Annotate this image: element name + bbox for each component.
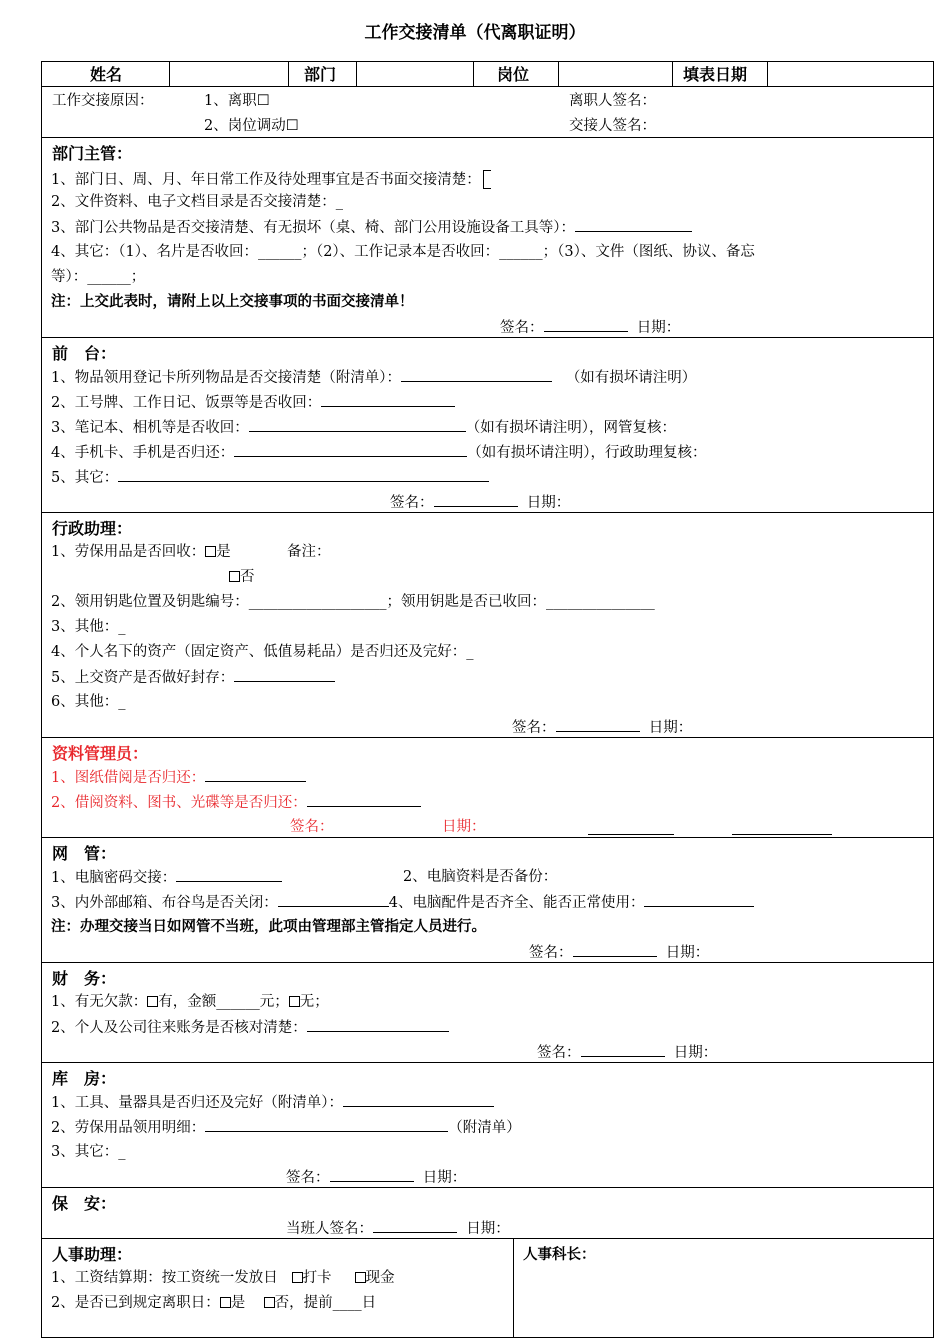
security-sign-label: 当班人签名： <box>286 1221 373 1237</box>
hr-item-1-text: 1、工资结算期：按工资统一发放日 <box>51 1270 278 1286</box>
position-field[interactable] <box>559 62 671 86</box>
hr-no-checkbox[interactable] <box>264 1297 275 1308</box>
admin-sign-blank[interactable] <box>556 720 640 732</box>
network-admin-title: 网 管： <box>52 844 117 863</box>
finance-section <box>42 963 933 1063</box>
admin-no-label: 否 <box>240 569 255 585</box>
front-desk-signature <box>390 495 570 511</box>
warehouse-title: 库 房： <box>52 1069 117 1088</box>
front-desk-item-3-blank[interactable] <box>249 420 466 432</box>
hr-item-2-text: 2、是否已到规定离职日： <box>51 1295 220 1311</box>
hr-item-1 <box>51 1271 395 1286</box>
admin-item-5-text: 5、上交资产是否做好封存： <box>51 670 235 686</box>
dept-manager-title: 部门主管： <box>52 144 133 163</box>
finance-item-2 <box>51 1020 449 1036</box>
network-item-1-text: 1、电脑密码交接： <box>51 870 177 886</box>
security-date-label: 日期： <box>466 1221 510 1237</box>
dept-manager-date-label: 日期： <box>636 320 681 336</box>
admin-item-4: 4、个人名下的资产（固定资产、低值易耗品）是否归还及完好：_ <box>51 644 474 660</box>
admin-no-option <box>229 570 255 585</box>
front-desk-item-1-text: 1、物品领用登记卡所列物品是否交接清楚（附清单）： <box>51 370 401 386</box>
warehouse-item-2-note: （附清单） <box>448 1120 521 1136</box>
finance-has-debt-checkbox[interactable] <box>147 996 158 1007</box>
admin-item-5 <box>51 670 335 686</box>
librarian-item-2-text: 2、借阅资料、图书、光碟等是否归还： <box>51 795 307 811</box>
dept-manager-sign-label: 签名： <box>500 320 544 336</box>
network-admin-section <box>42 838 933 963</box>
reason-transfer-option[interactable]: 2、岗位调动☐ <box>204 118 299 134</box>
network-item-1-blank[interactable] <box>176 870 282 882</box>
handover-form <box>41 61 934 1338</box>
warehouse-section <box>42 1063 933 1188</box>
front-desk-item-2-blank[interactable] <box>321 395 455 407</box>
librarian-item-1 <box>51 770 306 786</box>
finance-item-2-text: 2、个人及公司往来账务是否核对清楚： <box>51 1020 307 1036</box>
network-item-3-text: 3、内外部邮箱、布谷鸟是否关闭： <box>51 895 278 911</box>
finance-sign-label: 签名： <box>537 1045 581 1061</box>
admin-no-checkbox[interactable] <box>229 571 240 582</box>
hr-yes-label: 是 <box>230 1295 246 1311</box>
warehouse-date-label: 日期： <box>422 1170 467 1186</box>
network-signature <box>529 945 709 961</box>
warehouse-item-3: 3、其它：_ <box>51 1144 126 1160</box>
admin-item-2: 2、领用钥匙位置及钥匙编号：___________________；领用钥匙是否已收回：_______________ <box>51 594 655 610</box>
admin-item-1 <box>51 545 231 560</box>
handover-reason-section <box>42 87 933 138</box>
admin-item-5-blank[interactable] <box>234 670 335 682</box>
librarian-item-1-text: 1、图纸借阅是否归还： <box>51 770 206 786</box>
dept-manager-item-1 <box>51 170 491 189</box>
warehouse-signature <box>286 1170 466 1186</box>
admin-item-6: 6、其他：_ <box>51 694 126 710</box>
dept-manager-item-3-blank[interactable] <box>575 220 692 232</box>
hr-yes-checkbox[interactable] <box>220 1297 231 1308</box>
admin-assistant-section <box>42 513 933 738</box>
librarian-date-blank[interactable] <box>732 834 832 835</box>
warehouse-sign-label: 签名： <box>286 1170 330 1186</box>
security-signature <box>286 1221 510 1237</box>
warehouse-sign-blank[interactable] <box>330 1170 414 1182</box>
front-desk-item-3 <box>51 420 676 436</box>
name-field[interactable] <box>170 62 287 86</box>
finance-signature <box>537 1045 717 1061</box>
dept-manager-item-3 <box>51 220 692 236</box>
network-item-3-4 <box>51 895 754 911</box>
hr-item-2 <box>51 1296 376 1311</box>
admin-remark-label: 备注： <box>287 544 331 560</box>
librarian-title: 资料管理员： <box>52 744 149 763</box>
front-desk-item-2 <box>51 395 455 411</box>
front-desk-item-2-text: 2、工号牌、工作日记、饭票等是否收回： <box>51 395 322 411</box>
admin-item-1-text: 1、劳保用品是否回收： <box>51 544 206 560</box>
front-desk-sign-label: 签名： <box>390 495 434 511</box>
front-desk-item-5-text: 5、其它： <box>51 470 119 486</box>
dept-manager-item-1-text: 1、部门日、周、月、年日常工作及待处理事宜是否书面交接清楚： <box>51 172 481 188</box>
dept-manager-item-3-text: 3、部门公共物品是否交接清楚、有无损坏（桌、椅、部门公用设施设备工具等）： <box>51 220 575 236</box>
finance-date-label: 日期： <box>673 1045 718 1061</box>
finance-no-debt-label: 无； <box>299 994 329 1010</box>
hr-cash-label: 现金 <box>365 1270 395 1286</box>
admin-item-3: 3、其他：_ <box>51 619 126 635</box>
admin-sign-label: 签名： <box>512 720 556 736</box>
network-item-1 <box>51 870 282 886</box>
network-sign-blank[interactable] <box>573 945 657 957</box>
finance-item-2-blank[interactable] <box>307 1020 449 1032</box>
network-date-label: 日期： <box>665 945 710 961</box>
dept-manager-section <box>42 138 933 338</box>
finance-title: 财 务： <box>52 969 117 988</box>
warehouse-item-2-blank[interactable] <box>205 1120 448 1132</box>
librarian-sign-label: 签名： <box>290 819 334 835</box>
librarian-sign-blank[interactable] <box>588 834 674 835</box>
resigner-signature-label: 离职人签名： <box>569 93 656 109</box>
dept-manager-item-1-checkbox[interactable] <box>483 170 491 189</box>
finance-no-debt-checkbox[interactable] <box>289 996 300 1007</box>
admin-signature <box>512 720 692 736</box>
warehouse-item-2 <box>51 1120 521 1136</box>
receiver-signature-label: 交接人签名： <box>569 118 656 134</box>
front-desk-item-5-blank[interactable] <box>118 470 489 482</box>
header-row <box>42 62 933 87</box>
hr-card-label: 打卡 <box>302 1270 332 1286</box>
network-item-4-blank[interactable] <box>644 895 754 907</box>
librarian-item-1-blank[interactable] <box>205 770 306 782</box>
reason-resign-option[interactable]: 1、离职☐ <box>204 93 270 109</box>
front-desk-item-3-text: 3、笔记本、相机等是否收回： <box>51 420 249 436</box>
network-item-3-blank[interactable] <box>278 895 389 907</box>
front-desk-item-1-note: （如有损坏请注明） <box>565 370 697 386</box>
hr-section <box>42 1239 933 1337</box>
admin-yes-label: 是 <box>216 544 231 560</box>
warehouse-item-1-text: 1、工具、量器具是否归还及完好（附清单）： <box>51 1095 343 1111</box>
security-section <box>42 1188 933 1239</box>
finance-item-1-text: 1、有无欠款： <box>51 994 148 1010</box>
name-label: 姓名 <box>90 65 123 84</box>
librarian-item-2-blank[interactable] <box>307 795 421 807</box>
finance-sign-blank[interactable] <box>581 1045 665 1057</box>
dept-label: 部门 <box>304 65 337 84</box>
document-title: 工作交接清单（代离职证明） <box>364 23 586 43</box>
dept-manager-note: 注：上交此表时，请附上以上交接事项的书面交接清单！ <box>51 293 414 310</box>
network-item-4-text: 4、电脑配件是否齐全、能否正常使用： <box>388 895 645 911</box>
security-sign-blank[interactable] <box>373 1221 457 1233</box>
front-desk-item-5 <box>51 470 489 486</box>
front-desk-item-4-note: （如有损坏请注明），行政助理复核： <box>467 445 707 461</box>
admin-date-label: 日期： <box>648 720 693 736</box>
network-item-2: 2、电脑资料是否备份： <box>403 869 558 885</box>
warehouse-item-1-blank[interactable] <box>343 1095 494 1107</box>
dept-manager-signature <box>500 320 680 336</box>
front-desk-sign-blank[interactable] <box>434 495 518 507</box>
network-sign-label: 签名： <box>529 945 573 961</box>
dept-manager-sign-blank[interactable] <box>544 320 628 332</box>
dept-manager-item-4: 4、其它：（1）、名片是否收回：______；（2）、工作记录本是否收回：______；（3）、文件（图纸、协议、备忘 <box>51 244 755 260</box>
hr-cash-checkbox[interactable] <box>355 1272 366 1283</box>
network-note: 注：办理交接当日如网管不当班，此项由管理部主管指定人员进行。 <box>51 918 486 935</box>
front-desk-item-1 <box>51 370 696 386</box>
admin-yes-checkbox[interactable] <box>205 546 216 557</box>
front-desk-item-3-note: （如有损坏请注明），网管复核： <box>465 420 676 436</box>
front-desk-section <box>42 338 933 513</box>
fill-date-label: 填表日期 <box>683 65 748 84</box>
dept-manager-item-4-cont: 等）：______； <box>51 269 146 285</box>
position-label: 岗位 <box>497 65 530 84</box>
librarian-date-label: 日期： <box>442 819 486 835</box>
finance-item-1 <box>51 995 329 1010</box>
admin-assistant-title: 行政助理： <box>52 519 133 538</box>
librarian-section <box>42 738 933 838</box>
fill-date-field[interactable] <box>768 62 934 86</box>
front-desk-item-4-blank[interactable] <box>234 445 467 457</box>
warehouse-item-2-text: 2、劳保用品领用明细： <box>51 1120 206 1136</box>
hr-no-label: 否，提前____日 <box>274 1295 377 1311</box>
front-desk-title: 前 台： <box>52 344 117 363</box>
front-desk-item-1-blank[interactable] <box>401 370 552 382</box>
hr-assistant-title: 人事助理： <box>52 1245 133 1264</box>
warehouse-item-1 <box>51 1095 494 1111</box>
librarian-item-2 <box>51 795 421 811</box>
front-desk-item-4 <box>51 445 706 461</box>
dept-manager-item-2: 2、文件资料、电子文档目录是否交接清楚：_ <box>51 194 343 210</box>
hr-card-checkbox[interactable] <box>292 1272 303 1283</box>
hr-chief-label: 人事科长： <box>523 1246 596 1263</box>
security-title: 保 安： <box>52 1194 117 1213</box>
dept-field[interactable] <box>357 62 472 86</box>
front-desk-date-label: 日期： <box>526 495 571 511</box>
reason-label: 工作交接原因： <box>52 93 154 109</box>
front-desk-item-4-text: 4、手机卡、手机是否归还： <box>51 445 235 461</box>
finance-has-debt-label: 有，金额______元； <box>158 994 289 1010</box>
